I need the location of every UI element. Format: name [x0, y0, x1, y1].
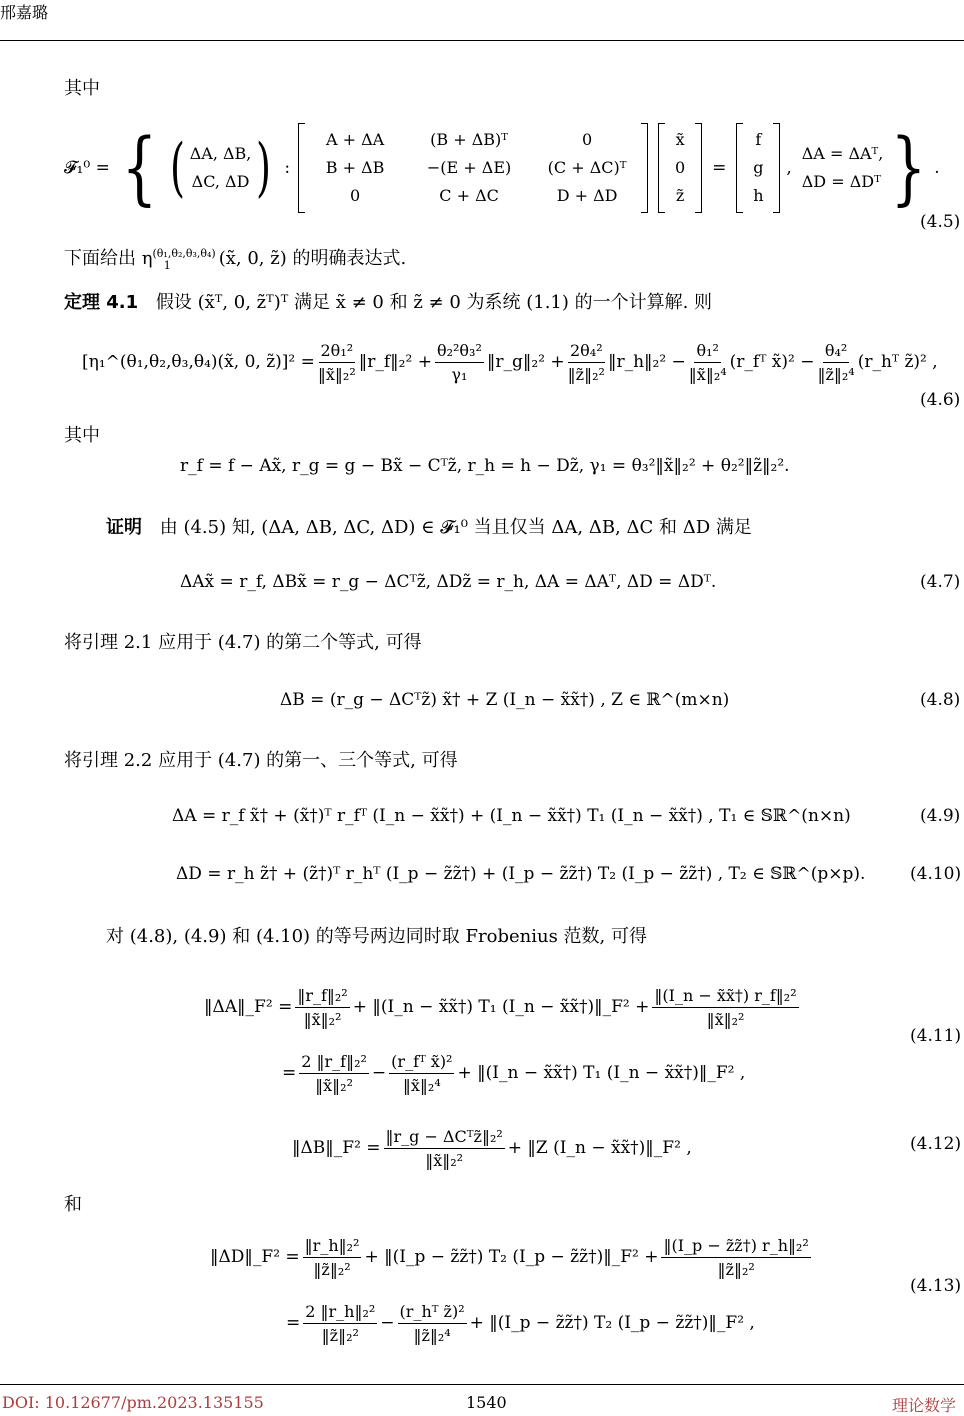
eq411-frac-3 — [299, 1052, 369, 1095]
intro-eta-sub: 1 — [163, 258, 171, 272]
intro-eta-sup: (θ₁,θ₂,θ₃,θ₄) — [152, 247, 216, 260]
paragraph-and: 和 — [64, 1194, 82, 1215]
eq413-frac-2 — [661, 1236, 810, 1279]
intro-eta-tail: (x̃, 0, z̃) 的明确表达式. — [218, 248, 407, 269]
eq45-end: . — [934, 158, 940, 178]
matrix-cell: (C + ΔC)ᵀ — [547, 158, 627, 177]
paragraph-lemma-2-2: 将引理 2.2 应用于 (4.7) 的第一、三个等式, 可得 — [64, 750, 458, 771]
vector-cell: g — [753, 158, 764, 177]
equation-4-13-line-1 — [210, 1228, 814, 1286]
eq45-colon: : — [284, 158, 291, 178]
eq411-tail: + ‖(I_n − x̃x̃†) T₁ (I_n − x̃x̃†)‖_F² , — [457, 1063, 746, 1083]
vector-left-bracket — [658, 123, 665, 213]
footer-doi-link[interactable]: DOI: 10.12677/pm.2023.135155 — [2, 1393, 264, 1412]
right-brace-icon: } — [890, 121, 927, 214]
left-brace-icon: { — [121, 121, 158, 214]
frac-den: ‖z̃‖₂⁴ — [817, 364, 855, 384]
proof-label: 证明 — [106, 517, 142, 538]
frac-den: ‖x̃‖₂² — [425, 1150, 464, 1170]
frac-den: ‖x̃‖₂² — [317, 364, 356, 384]
right-paren-icon: ) — [256, 131, 272, 205]
paragraph-frobenius: 对 (4.8), (4.9) 和 (4.10) 的等号两边同时取 Frobenius 范数, 可得 — [106, 926, 647, 947]
frac-num: ‖r_f‖₂² — [295, 986, 349, 1008]
frac-num: 2 ‖r_f‖₂² — [299, 1052, 369, 1074]
equation-number-4-10: (4.10) — [910, 864, 962, 884]
paragraph-where-1: 其中 — [64, 78, 100, 99]
proof-body: 由 (4.5) 知, (ΔA, ΔB, ΔC, ΔD) ∈ 𝓕₁⁰ 当且仅当 ΔA, ΔB, ΔC 和 ΔD 满足 — [159, 517, 752, 538]
footer-journal-link[interactable]: 理论数学 — [892, 1396, 957, 1415]
matrix-cell: 0 — [582, 130, 593, 149]
rhs-vector — [743, 129, 773, 207]
paragraph-intro-eta — [64, 244, 406, 272]
intro-eta-text: 下面给出 η — [64, 248, 153, 269]
equation-4-13-line-2 — [286, 1294, 755, 1352]
eq45-set — [190, 140, 252, 196]
frac-num: ‖r_g − ΔCᵀz̃‖₂² — [384, 1127, 505, 1149]
eq411-lhs: ‖ΔA‖_F² = — [204, 997, 293, 1017]
frac-num: ‖(I_p − z̃z̃†) r_h‖₂² — [661, 1236, 810, 1258]
frac-num: 2θ₄² — [568, 341, 605, 363]
theorem-body: 假设 (x̃ᵀ, 0, z̃ᵀ)ᵀ 满足 x̃ ≠ 0 和 z̃ ≠ 0 为系统 (1.1) 的一个计算解. 则 — [155, 292, 713, 313]
eq46-term-4: (r_fᵀ x̃)² − — [729, 352, 815, 372]
matrix-left-bracket — [298, 123, 305, 213]
frac-num: θ₄² — [823, 341, 849, 363]
eq411-minus: − — [371, 1063, 387, 1083]
frac-den: ‖x̃‖₂² — [303, 1009, 342, 1029]
eq45-conditions — [802, 140, 884, 196]
unknown-vector — [665, 129, 695, 207]
equation-4-5: 𝓕₁⁰ = { ( ΔA, ΔB, ΔC, ΔD ) : A + ΔA (B + ΔB)ᵀ 0 B + ΔB −(E + ΔE) (C + ΔC)ᵀ 0 C + ΔC D + ΔD x̃ 0 z̃ = f g h , ΔA = ΔAᵀ, ΔD = ΔDᵀ } . — [64, 121, 940, 214]
eq413-frac-1 — [303, 1236, 362, 1279]
eq45-set-top: ΔA, ΔB, — [189, 144, 252, 163]
matrix-cell: −(E + ΔE) — [426, 158, 512, 177]
eq46-lhs: [η₁^(θ₁,θ₂,θ₃,θ₄)(x̃, 0, z̃)]² = — [82, 352, 315, 372]
eq413-tail: + ‖(I_p − z̃z̃†) T₂ (I_p − z̃z̃†)‖_F² , — [469, 1313, 755, 1333]
eq411-frac-2 — [652, 986, 798, 1029]
rhs-left-bracket — [736, 123, 743, 213]
eq413-l2-lhs: = — [286, 1313, 301, 1333]
matrix-cell: 0 — [350, 186, 361, 205]
frac-den: ‖z̃‖₂² — [567, 364, 605, 384]
equation-4-7: ΔAx̃ = r_f, ΔBx̃ = r_g − ΔCᵀz̃, ΔDz̃ = r_h, ΔA = ΔAᵀ, ΔD = ΔDᵀ. — [180, 572, 717, 592]
eq46-term-2: ‖r_g‖₂² + — [486, 352, 565, 372]
residual-definitions: r_f = f − Ax̃, r_g = g − Bx̃ − Cᵀz̃, r_h = h − Dz̃, γ₁ = θ₃²‖x̃‖₂² + θ₂²‖z̃‖₂². — [180, 456, 790, 476]
equation-4-9: ΔA = r_f x̃† + (x̃†)ᵀ r_fᵀ (I_n − x̃x̃†) + (I_n − x̃x̃†) T₁ (I_n − x̃x̃†) , T₁ ∈ 𝕊ℝ^(n×n) — [172, 806, 851, 826]
matrix-cell: D + ΔD — [556, 186, 618, 205]
vector-cell: 0 — [675, 158, 686, 177]
header-author: 邢嘉璐 — [0, 3, 49, 22]
vector-right-bracket — [695, 123, 702, 213]
equation-number-4-9: (4.9) — [920, 806, 961, 826]
eq45-cond-bot: ΔD = ΔDᵀ — [801, 172, 881, 191]
frac-den: ‖x̃‖₂⁴ — [402, 1075, 441, 1095]
matrix-cell: (B + ΔB)ᵀ — [430, 130, 509, 149]
frac-num: θ₂²θ₃² — [435, 341, 484, 363]
eq45-cond-top: ΔA = ΔAᵀ, — [801, 144, 884, 163]
eq413-lhs: ‖ΔD‖_F² = — [210, 1247, 300, 1267]
rhs-right-bracket — [773, 123, 780, 213]
frac-den: ‖z̃‖₂² — [717, 1259, 755, 1279]
equation-4-10: ΔD = r_h z̃† + (z̃†)ᵀ r_hᵀ (I_p − z̃z̃†) + (I_p − z̃z̃†) T₂ (I_p − z̃z̃†) , T₂ ∈ 𝕊ℝ^(p×p). — [176, 864, 866, 884]
frac-den: ‖x̃‖₂² — [706, 1009, 745, 1029]
frac-num: θ₁² — [694, 341, 720, 363]
equation-number-4-8: (4.8) — [920, 690, 961, 710]
matrix-cell: C + ΔC — [439, 186, 499, 205]
frac-den: ‖z̃‖₂² — [313, 1259, 351, 1279]
eq45-lhs: 𝓕₁⁰ = — [64, 158, 110, 178]
coefficient-matrix — [305, 129, 641, 207]
frac-num: (r_hᵀ z̃)² — [398, 1302, 467, 1324]
footer-page-number: 1540 — [466, 1393, 507, 1412]
eq412-frac — [384, 1127, 505, 1170]
matrix-cell: A + ΔA — [325, 130, 385, 149]
frac-num: 2θ₁² — [319, 341, 356, 363]
vector-cell: x̃ — [675, 130, 685, 149]
equation-4-8: ΔB = (r_g − ΔCᵀz̃) x̃† + Z (I_n − x̃x̃†) , Z ∈ ℝ^(m×n) — [280, 690, 730, 710]
equation-number-4-6: (4.6) — [920, 390, 961, 410]
equation-4-12 — [292, 1118, 692, 1178]
eq412-tail: + ‖Z (I_n − x̃x̃†)‖_F² , — [507, 1138, 692, 1158]
proof-paragraph — [106, 513, 752, 539]
theorem-label: 定理 4.1 — [64, 292, 139, 313]
frac-den: ‖x̃‖₂⁴ — [688, 364, 727, 384]
vector-cell: h — [753, 186, 764, 205]
eq413-minus: − — [380, 1313, 395, 1333]
eq46-frac-3 — [568, 341, 605, 384]
paragraph-lemma-2-1: 将引理 2.1 应用于 (4.7) 的第二个等式, 可得 — [64, 632, 422, 653]
equation-number-4-7: (4.7) — [920, 572, 961, 592]
eq46-frac-2 — [435, 341, 484, 384]
equation-number-4-13: (4.13) — [910, 1276, 962, 1296]
theorem-4-1 — [64, 288, 712, 314]
equation-number-4-5: (4.5) — [920, 212, 961, 232]
equation-number-4-11: (4.11) — [910, 1026, 962, 1046]
vector-cell: z̃ — [675, 186, 685, 205]
eq45-equals: = — [712, 158, 727, 178]
left-paren-icon: ( — [169, 131, 185, 205]
frac-num: ‖(I_n − x̃x̃†) r_f‖₂² — [652, 986, 798, 1008]
eq411-mid: + ‖(I_n − x̃x̃†) T₁ (I_n − x̃x̃†)‖_F² + — [352, 997, 650, 1017]
vector-cell: f — [755, 130, 762, 149]
frac-num: (r_fᵀ x̃)² — [389, 1052, 454, 1074]
frac-den: γ₁ — [451, 364, 468, 384]
frac-num: ‖r_h‖₂² — [303, 1236, 362, 1258]
eq46-term-3: ‖r_h‖₂² − — [607, 352, 686, 372]
footer-divider — [0, 1384, 964, 1385]
eq413-mid: + ‖(I_p − z̃z̃†) T₂ (I_p − z̃z̃†)‖_F² + — [364, 1247, 659, 1267]
eq46-frac-1 — [318, 341, 356, 384]
eq46-frac-4 — [689, 341, 727, 384]
frac-den: ‖z̃‖₂⁴ — [413, 1325, 451, 1345]
eq411-l2-lhs: = — [282, 1063, 297, 1083]
eq413-frac-3 — [303, 1302, 377, 1345]
paragraph-where-2: 其中 — [64, 425, 100, 446]
equation-number-4-12: (4.12) — [910, 1134, 962, 1154]
eq411-frac-1 — [295, 986, 349, 1029]
matrix-cell: B + ΔB — [325, 158, 385, 177]
eq46-term-1: ‖r_f‖₂² + — [358, 352, 432, 372]
frac-den: ‖x̃‖₂² — [315, 1075, 354, 1095]
eq45-set-bot: ΔC, ΔD — [191, 172, 250, 191]
header-divider — [0, 40, 964, 41]
frac-den: ‖z̃‖₂² — [321, 1325, 359, 1345]
eq46-term-5: (r_hᵀ z̃)² , — [857, 352, 938, 372]
equation-4-11-line-2 — [282, 1044, 745, 1102]
frac-num: 2 ‖r_h‖₂² — [303, 1302, 377, 1324]
eq413-frac-4 — [398, 1302, 467, 1345]
equation-4-6 — [82, 332, 938, 392]
equation-4-11-line-1 — [204, 978, 802, 1036]
matrix-right-bracket — [641, 123, 648, 213]
eq46-frac-5 — [817, 341, 854, 384]
eq411-frac-4 — [389, 1052, 454, 1095]
eq412-lhs: ‖ΔB‖_F² = — [292, 1138, 381, 1158]
